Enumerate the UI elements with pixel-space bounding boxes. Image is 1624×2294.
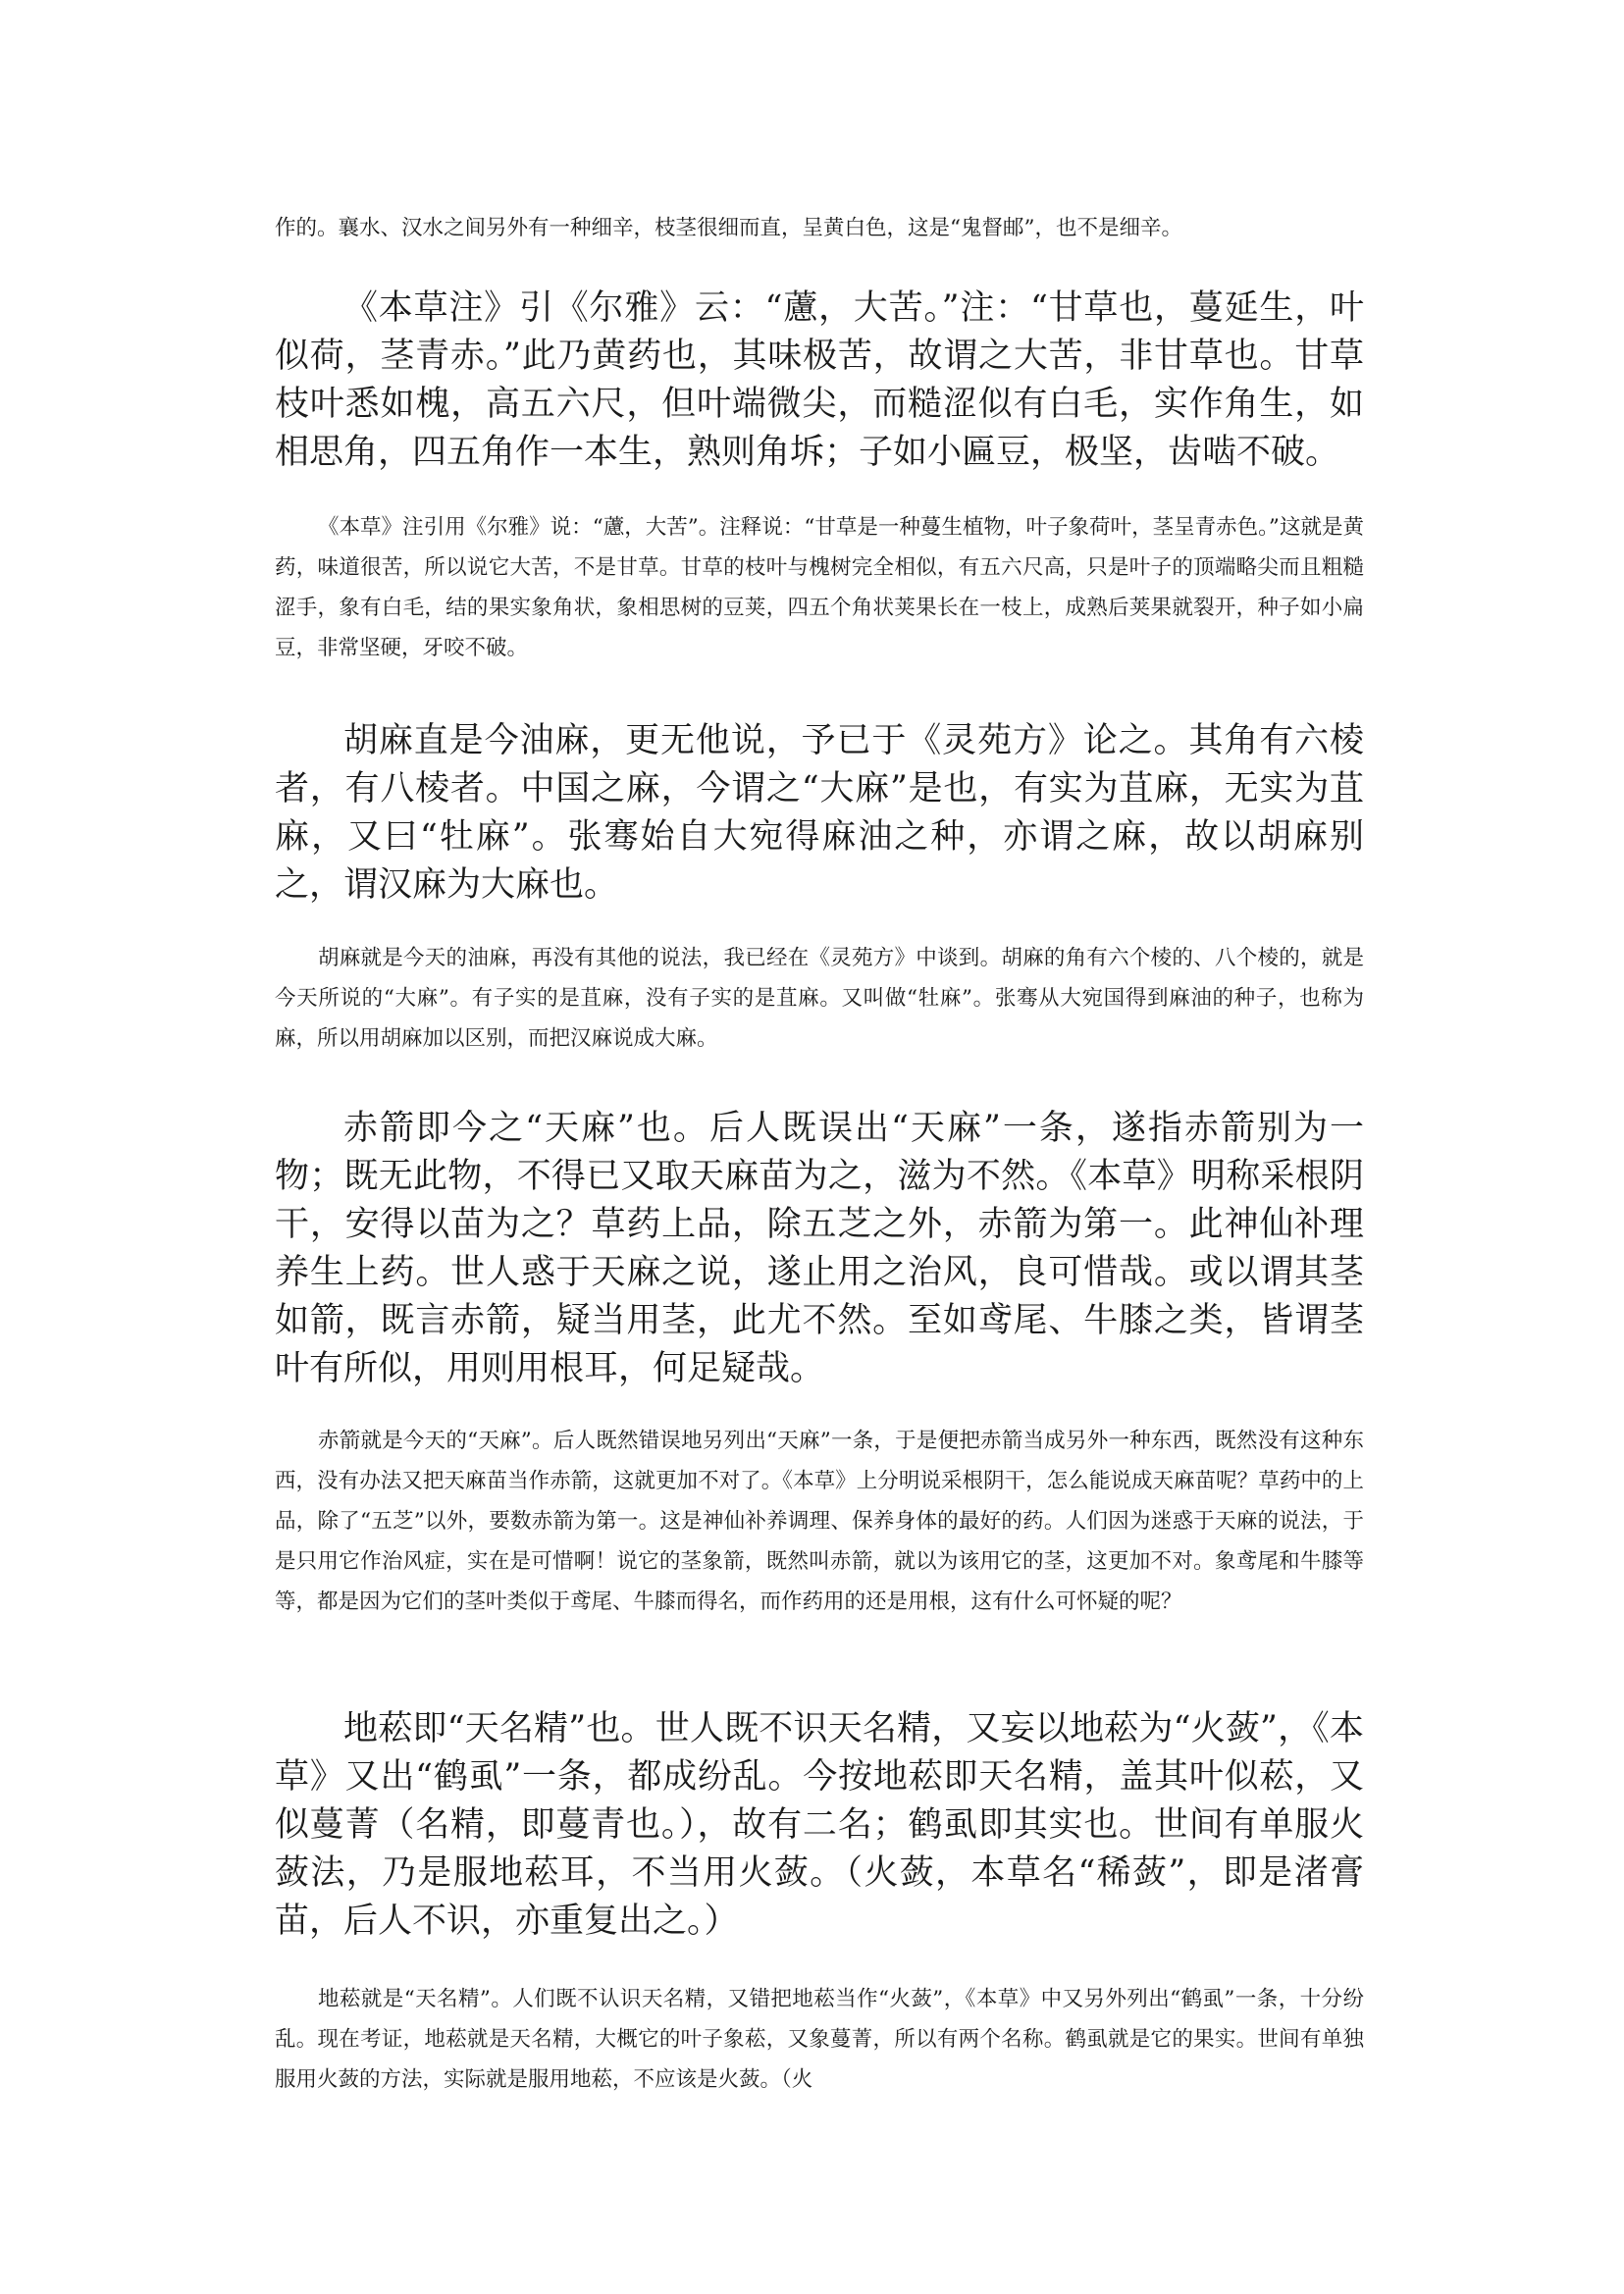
translation-paragraph bbox=[275, 507, 1364, 668]
paragraph-text: 地菘即“天名精”也。世人既不识天名精，又妄以地菘为“火蔹”，《本草》又出“鹤虱”一条，都成纷乱。今按地菘即天名精，盖其叶似菘，又似蔓菁（名精，即蔓青也。），故有二名；鹤虱即其实也。世间有单服火蔹法，乃是服地菘耳，不当用火蔹。（火蔹，本草名“稀蔹”，即是渚膏苗，后人不识，亦重复出之。） bbox=[275, 1709, 1364, 1941]
original-paragraph bbox=[275, 717, 1364, 910]
paragraph-text: 赤箭就是今天的“天麻”。后人既然错误地另列出“天麻”一条，于是便把赤箭当成另外一种东西，既然没有这种东西，没有办法又把天麻苗当作赤箭，这就更加不对了。《本草》上分明说采根阴干，怎么能说成天麻苗呢？草药中的上品，除了“五芝”以外，要数赤箭为第一。这是神仙补养调理、保养身体的最好的药。人们因为迷惑于天麻的说法，于是只用它作治风症，实在是可惜啊！说它的茎象箭，既然叫赤箭，就以为该用它的茎，这更加不对。象鸢尾和牛膝等等，都是因为它们的茎叶类似于鸢尾、牛膝而得名，而作药用的还是用根，这有什么可怀疑的呢？ bbox=[275, 1429, 1364, 1614]
translation-paragraph bbox=[275, 1979, 1364, 2100]
paragraph-text: 胡麻直是今油麻，更无他说，予已于《灵苑方》论之。其角有六棱者，有八棱者。中国之麻，今谓之“大麻”是也，有实为苴麻，无实为苴麻，又曰“牡麻”。张骞始自大宛得麻油之种，亦谓之麻，故以胡麻别之，谓汉麻为大麻也。 bbox=[275, 721, 1364, 905]
original-paragraph bbox=[275, 1105, 1364, 1393]
paragraph-text: 《本草注》引《尔雅》云：“藘，大苦。”注：“甘草也，蔓延生，叶似荷，茎青赤。”此乃黄药也，其味极苦，故谓之大苦，非甘草也。甘草枝叶悉如槐，高五六尺，但叶端微尖，而糙涩似有白毛，实作角生，如相思角，四五角作一本生，熟则角坼；子如小匾豆，极坚，齿啮不破。 bbox=[275, 288, 1364, 472]
paragraph-text: 胡麻就是今天的油麻，再没有其他的说法，我已经在《灵苑方》中谈到。胡麻的角有六个棱的、八个棱的，就是今天所说的“大麻”。有子实的是苴麻，没有子实的是苴麻。又叫做“牡麻”。张骞从大宛国得到麻油的种子，也称为麻，所以用胡麻加以区别，而把汉麻说成大麻。 bbox=[275, 946, 1364, 1051]
original-paragraph bbox=[275, 285, 1364, 477]
paragraph-text: 地菘就是“天名精”。人们既不认识天名精，又错把地菘当作“火蔹”，《本草》中又另外列出“鹤虱”一条，十分纷乱。现在考证，地菘就是天名精，大概它的叶子象菘，又象蔓菁，所以有两个名称。鹤虱就是它的果实。世间有单独服用火蔹的方法，实际就是服用地菘，不应该是火蔹。（火 bbox=[275, 1987, 1364, 2092]
paragraph-text: 《本草》注引用《尔雅》说：“藘，大苦”。注释说：“甘草是一种蔓生植物，叶子象荷叶，茎呈青赤色。”这就是黄药，味道很苦，所以说它大苦，不是甘草。甘草的枝叶与槐树完全相似，有五六尺高，只是叶子的顶端略尖而且粗糙涩手，象有白毛，结的果实象角状，象相思树的豆荚，四五个角状荚果长在一枝上，成熟后荚果就裂开，种子如小扁豆，非常坚硬，牙咬不破。 bbox=[275, 515, 1364, 660]
original-paragraph bbox=[275, 1705, 1364, 1946]
paragraph-text: 赤箭即今之“天麻”也。后人既误出“天麻”一条，遂指赤箭别为一物；既无此物，不得已又取天麻苗为之，滋为不然。《本草》明称采根阴干，安得以苗为之？草药上品，除五芝之外，赤箭为第一。此神仙补理养生上药。世人惑于天麻之说，遂止用之治风，良可惜哉。或以谓其茎如箭，既言赤箭，疑当用茎，此尤不然。至如鸢尾、牛膝之类，皆谓茎叶有所似，用则用根耳，何足疑哉。 bbox=[275, 1109, 1364, 1388]
translation-paragraph bbox=[275, 1421, 1364, 1622]
paragraph-text: 作的。襄水、汉水之间另外有一种细辛，枝茎很细而直，呈黄白色，这是“鬼督邮”，也不是细辛。 bbox=[275, 216, 1182, 240]
translation-paragraph bbox=[275, 938, 1364, 1059]
translation-fragment bbox=[275, 208, 1364, 248]
